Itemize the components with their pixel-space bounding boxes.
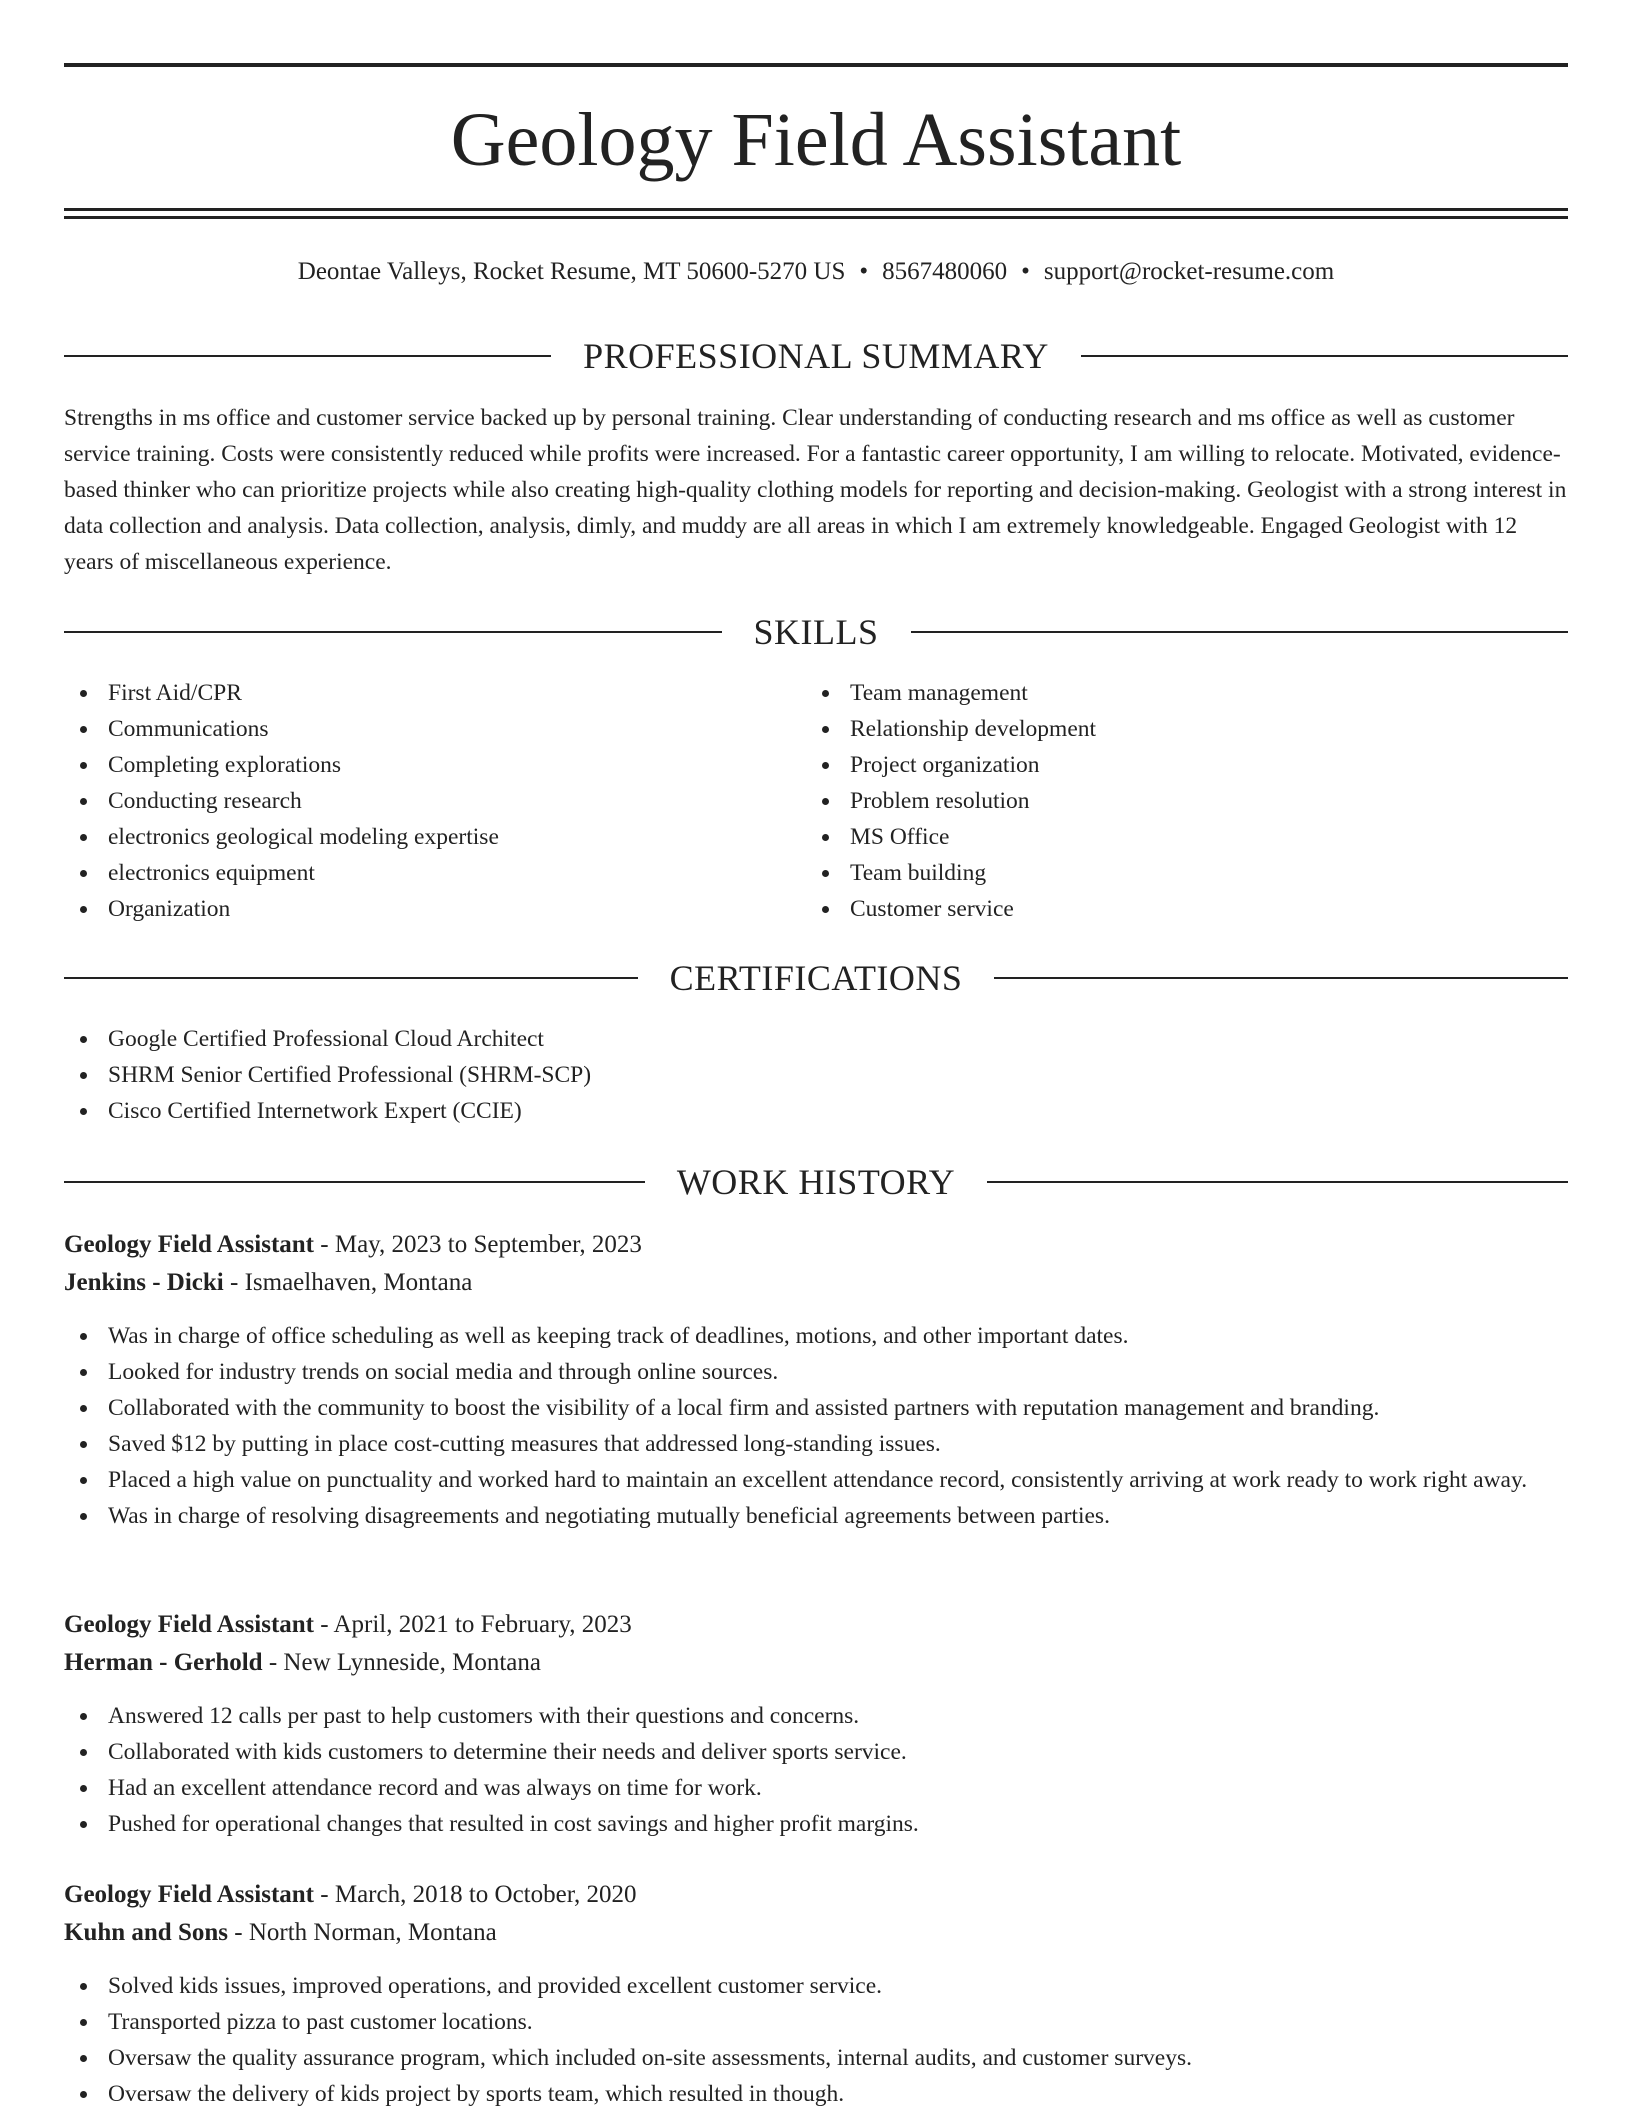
- section-heading-summary: [64, 332, 1568, 380]
- certification-item: Cisco Certified Internetwork Expert (CCIE): [64, 1093, 1568, 1129]
- job-bullets: [64, 1968, 1568, 2112]
- section-heading-certifications: [64, 954, 1568, 1002]
- certification-item: Google Certified Professional Cloud Architect: [64, 1021, 1568, 1057]
- job-bullet: Solved kids issues, improved operations, and provided excellent customer service.: [64, 1968, 1568, 2004]
- heading-rule: [1081, 355, 1568, 357]
- job-location: - New Lynneside, Montana: [262, 1649, 541, 1676]
- job-dates: - May, 2023 to September, 2023: [314, 1231, 642, 1258]
- top-rule: [64, 63, 1568, 67]
- job-entry: [64, 1226, 1568, 1534]
- skill-item: Team building: [806, 855, 1506, 891]
- job-bullets: [64, 1698, 1568, 1842]
- resume-title: Geology Field Assistant: [450, 98, 1182, 182]
- skill-item: First Aid/CPR: [64, 675, 764, 711]
- job-company-line: [64, 1264, 1568, 1302]
- contact-phone: 8567480060: [882, 258, 1008, 285]
- section-heading-skills: [64, 608, 1568, 656]
- skill-item: Organization: [64, 891, 764, 927]
- job-bullet: Collaborated with kids customers to determine their needs and deliver sports service.: [64, 1734, 1568, 1770]
- job-location: - North Norman, Montana: [228, 1919, 497, 1946]
- skill-item: Customer service: [806, 891, 1506, 927]
- skills-list-right: [806, 675, 1506, 927]
- skill-item: electronics equipment: [64, 855, 764, 891]
- heading-rule: [64, 631, 722, 633]
- job-bullet: Oversaw the delivery of kids project by sports team, which resulted in though.: [64, 2076, 1568, 2112]
- skill-item: Relationship development: [806, 711, 1506, 747]
- job-title-line: [64, 1226, 1568, 1264]
- skill-item: Completing explorations: [64, 747, 764, 783]
- section-heading-label: PROFESSIONAL SUMMARY: [583, 336, 1049, 376]
- skill-item: Conducting research: [64, 783, 764, 819]
- skill-item: Project organization: [806, 747, 1506, 783]
- job-bullets: [64, 1318, 1568, 1534]
- certification-item: SHRM Senior Certified Professional (SHRM-SCP): [64, 1057, 1568, 1093]
- job-entry: [64, 1606, 1568, 1842]
- skill-item: Team management: [806, 675, 1506, 711]
- heading-rule: [987, 1181, 1568, 1183]
- contact-separator: •: [1021, 258, 1030, 285]
- contact-email: support@rocket-resume.com: [1043, 258, 1335, 285]
- job-bullet: Was in charge of office scheduling as well as keeping track of deadlines, motions, and other important dates.: [64, 1318, 1568, 1354]
- job-entry: [64, 1876, 1568, 2112]
- job-bullet: Saved $12 by putting in place cost-cutting measures that addressed long-standing issues.: [64, 1426, 1568, 1462]
- job-bullet: Had an excellent attendance record and was always on time for work.: [64, 1770, 1568, 1806]
- title-rule-upper: [64, 208, 1568, 211]
- job-title: Geology Field Assistant: [64, 1231, 315, 1258]
- job-location: - Ismaelhaven, Montana: [223, 1269, 473, 1296]
- contact-separator: •: [859, 258, 869, 285]
- heading-rule: [64, 355, 551, 357]
- job-company: Herman - Gerhold: [64, 1649, 263, 1676]
- job-company-line: [64, 1914, 1568, 1952]
- certifications-list: [64, 1021, 1568, 1129]
- job-title: Geology Field Assistant: [64, 1881, 315, 1908]
- job-bullet: Oversaw the quality assurance program, which included on-site assessments, internal audits, and customer surveys.: [64, 2040, 1568, 2076]
- job-title-line: [64, 1606, 1568, 1644]
- job-company: Kuhn and Sons: [64, 1919, 229, 1946]
- heading-rule: [911, 631, 1569, 633]
- section-heading-label: SKILLS: [753, 612, 879, 652]
- job-bullet: Transported pizza to past customer locations.: [64, 2004, 1568, 2040]
- skill-item: electronics geological modeling expertise: [64, 819, 764, 855]
- job-company: Jenkins - Dicki: [64, 1269, 224, 1296]
- job-bullet: Placed a high value on punctuality and worked hard to maintain an excellent attendance record, consistently arriving at work ready to work right away.: [64, 1462, 1568, 1498]
- job-title: Geology Field Assistant: [64, 1611, 315, 1638]
- title-rule-lower: [64, 216, 1568, 219]
- contact-line: [64, 254, 1568, 290]
- job-bullet: Collaborated with the community to boost the visibility of a local firm and assisted partners with reputation management and branding.: [64, 1390, 1568, 1426]
- job-bullet: Looked for industry trends on social media and through online sources.: [64, 1354, 1568, 1390]
- job-dates: - April, 2021 to February, 2023: [314, 1611, 632, 1638]
- skill-item: MS Office: [806, 819, 1506, 855]
- heading-rule: [64, 977, 638, 979]
- job-company-line: [64, 1644, 1568, 1682]
- section-heading-label: WORK HISTORY: [676, 1162, 956, 1202]
- heading-rule: [64, 1181, 645, 1183]
- summary-text: Strengths in ms office and customer service backed up by personal training. Clear understanding of conducting research and ms office as well as customer service training. Costs were consistently reduced while profits were increased. For a fantastic career opportunity, I am willing to relocate. Motivated, evidence-based thinker who can prioritize projects while also creating high-quality clothing models for reporting and decision-making. Geologist with a strong interest in data collection and analysis. Data collection, analysis, dimly, and muddy are all areas in which I am extremely knowledgeable. Engaged Geologist with 12 years of miscellaneous experience.: [64, 405, 1567, 575]
- job-dates: - March, 2018 to October, 2020: [314, 1881, 637, 1908]
- job-bullet: Answered 12 calls per past to help customers with their questions and concerns.: [64, 1698, 1568, 1734]
- skill-item: Communications: [64, 711, 764, 747]
- job-bullet: Pushed for operational changes that resulted in cost savings and higher profit margins.: [64, 1806, 1568, 1842]
- section-heading-label: CERTIFICATIONS: [669, 958, 963, 998]
- job-bullet: Was in charge of resolving disagreements and negotiating mutually beneficial agreements between parties.: [64, 1498, 1568, 1534]
- job-title-line: [64, 1876, 1568, 1914]
- contact-address: Deontae Valleys, Rocket Resume, MT 50600-5270 US: [297, 258, 846, 285]
- skills-list-left: [64, 675, 764, 927]
- heading-rule: [994, 977, 1568, 979]
- section-heading-work-history: [64, 1158, 1568, 1206]
- skill-item: Problem resolution: [806, 783, 1506, 819]
